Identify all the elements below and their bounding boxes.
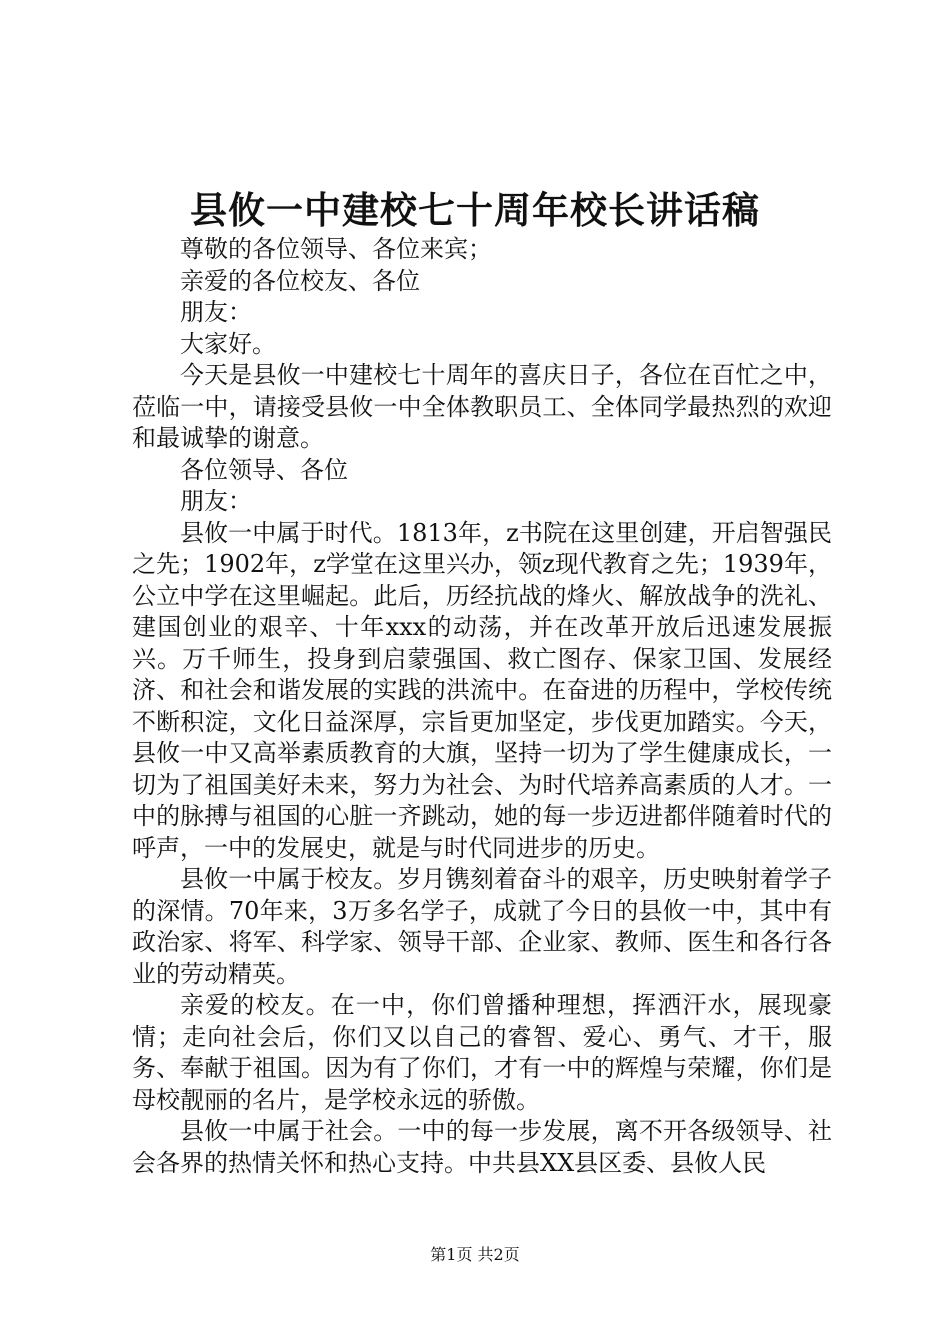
paragraph-dear-alumni: 亲爱的校友。在一中，你们曾播种理想，挥洒汗水，展现豪情；走向社会后，你们又以自己的睿智、爱心、勇气、才干，服务、奉献于祖国。因为有了你们，才有一中的辉煌与荣耀，你们是母校靓丽的名片，是学校永远的骄傲。 [132,991,832,1114]
paragraph-address-1: 各位领导、各位 [180,455,348,484]
paragraph-address-2: 朋友： [180,487,252,515]
paragraph-hello: 大家好。 [180,329,276,358]
paragraph-welcome: 今天是县攸一中建校七十周年的喜庆日子，各位在百忙之中，莅临一中，请接受县攸一中全体教职员工、全体同学最热烈的欢迎和最诚挚的谢意。 [132,361,832,452]
document-body [132,234,832,1179]
paragraph-greeting-1: 尊敬的各位领导、各位来宾； [180,235,492,263]
page-title: 县攸一中建校七十周年校长讲话稿 [190,188,760,232]
page-footer: 第1页 共2页 [430,1245,520,1264]
paragraph-era: 县攸一中属于时代。1813年，z书院在这里创建，开启智强民之先；1902年，z学堂在这里兴办，领z现代教育之先；1939年，公立中学在这里崛起。此后，历经抗战的烽火、解放战争的洗礼、建国创业的艰辛、十年xxx的动荡，并在改革开放后迅速发展振兴。万千师生，投身到启蒙强国、救亡图存、保家卫国、发展经济、和社会和谐发展的实践的洪流中。在奋进的历程中，学校传统不断积淀，文化日益深厚，宗旨更加坚定，步伐更加踏实。今天，县攸一中又高举素质教育的大旗，坚持一切为了学生健康成长，一切为了祖国美好未来，努力为社会、为时代培养高素质的人才。一中的脉搏与祖国的心脏一齐跳动，她的每一步迈进都伴随着时代的呼声，一中的发展史，就是与时代同进步的历史。 [132,518,832,862]
paragraph-greeting-3: 朋友： [180,298,252,326]
paragraph-greeting-2: 亲爱的各位校友、各位 [180,266,420,295]
paragraph-alumni: 县攸一中属于校友。岁月镌刻着奋斗的艰辛，历史映射着学子的深情。70年来，3万多名学子，成就了今日的县攸一中，其中有政治家、将军、科学家、领导干部、企业家、教师、医生和各行各业的劳动精英。 [132,865,832,988]
paragraph-society: 县攸一中属于社会。一中的每一步发展，离不开各级领导、社会各界的热情关怀和热心支持。中共县XX县区委、县攸人民 [132,1117,832,1177]
